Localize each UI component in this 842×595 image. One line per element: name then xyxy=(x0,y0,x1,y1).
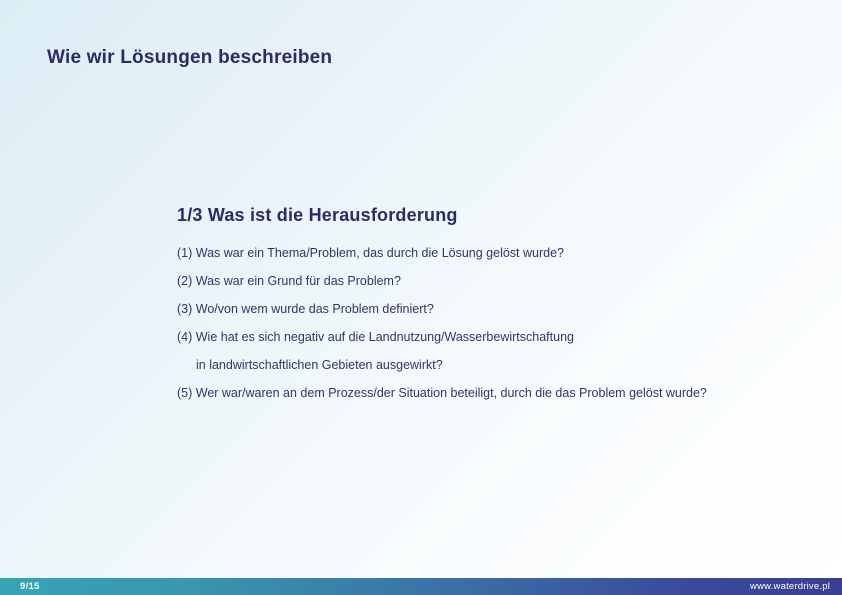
question-line-1: (1) Was war ein Thema/Problem, das durch die Lösung gelöst wurde? xyxy=(177,246,564,260)
question-line-4-continuation: in landwirtschaftlichen Gebieten ausgewirkt? xyxy=(196,358,443,372)
question-line-4: (4) Wie hat es sich negativ auf die Landnutzung/Wasserbewirtschaftung xyxy=(177,330,574,344)
slide-body xyxy=(177,203,817,407)
section-heading: 1/3 Was ist die Herausforderung xyxy=(177,205,458,225)
page-number: 9/15 xyxy=(20,581,40,592)
question-line-5: (5) Wer war/waren an dem Prozess/der Situation beteiligt, durch die das Problem gelöst wurde? xyxy=(177,386,707,400)
website-link[interactable]: www.waterdrive.pl xyxy=(750,581,830,592)
question-line-2: (2) Was war ein Grund für das Problem? xyxy=(177,274,401,288)
footer-bar xyxy=(0,578,842,595)
question-line-3: (3) Wo/von wem wurde das Problem definiert? xyxy=(177,302,434,316)
slide-title: Wie wir Lösungen beschreiben xyxy=(47,47,333,68)
